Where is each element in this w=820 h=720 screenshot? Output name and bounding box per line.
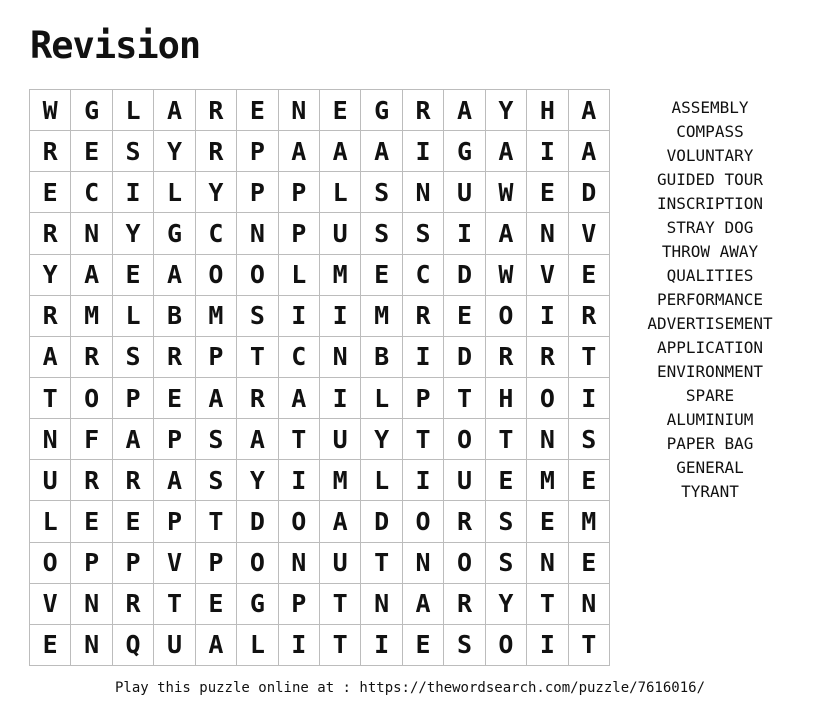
grid-cell[interactable]: I [444, 213, 485, 254]
grid-cell[interactable]: H [486, 378, 527, 419]
grid-cell[interactable]: S [196, 419, 237, 460]
grid-cell[interactable]: A [196, 625, 237, 666]
grid-cell[interactable]: E [569, 543, 610, 584]
grid-cell[interactable]: N [361, 584, 402, 625]
grid-cell[interactable]: I [361, 625, 402, 666]
grid-cell[interactable]: R [113, 584, 154, 625]
grid-cell[interactable]: N [403, 543, 444, 584]
grid-cell[interactable]: L [113, 90, 154, 131]
grid-cell[interactable]: E [71, 501, 112, 542]
grid-cell[interactable]: U [320, 213, 361, 254]
grid-cell[interactable]: D [569, 172, 610, 213]
grid-cell[interactable]: R [71, 460, 112, 501]
grid-cell[interactable]: L [237, 625, 278, 666]
grid-cell[interactable]: N [279, 543, 320, 584]
grid-cell[interactable]: M [527, 460, 568, 501]
grid-cell[interactable]: T [444, 378, 485, 419]
grid-cell[interactable]: A [154, 255, 195, 296]
grid-cell[interactable]: B [361, 337, 402, 378]
grid-cell[interactable]: O [237, 255, 278, 296]
grid-cell[interactable]: O [444, 419, 485, 460]
grid-cell[interactable]: U [30, 460, 71, 501]
grid-cell[interactable]: G [361, 90, 402, 131]
grid-cell[interactable]: R [486, 337, 527, 378]
word-list-item: ENVIRONMENT [657, 362, 763, 381]
word-list-item: GENERAL [676, 458, 744, 477]
grid-cell[interactable]: E [30, 172, 71, 213]
grid-cell[interactable]: H [527, 90, 568, 131]
grid-cell[interactable]: E [113, 501, 154, 542]
grid-cell[interactable]: G [154, 213, 195, 254]
grid-cell[interactable]: M [71, 296, 112, 337]
grid-cell[interactable]: L [279, 255, 320, 296]
grid-cell[interactable]: E [569, 460, 610, 501]
grid-cell[interactable]: O [279, 501, 320, 542]
word-list-item: VOLUNTARY [666, 146, 754, 165]
grid-cell[interactable]: R [30, 296, 71, 337]
grid-cell[interactable]: C [71, 172, 112, 213]
grid-cell[interactable]: R [527, 337, 568, 378]
grid-cell[interactable]: T [403, 419, 444, 460]
grid-cell[interactable]: S [113, 131, 154, 172]
grid-cell[interactable]: C [403, 255, 444, 296]
grid-cell[interactable]: O [403, 501, 444, 542]
grid-cell[interactable]: A [196, 378, 237, 419]
grid-cell[interactable]: Q [113, 625, 154, 666]
grid-cell[interactable]: W [486, 172, 527, 213]
word-list-item: THROW AWAY [661, 242, 759, 261]
grid-cell[interactable]: L [154, 172, 195, 213]
grid-cell[interactable]: T [320, 584, 361, 625]
grid-cell[interactable]: Y [237, 460, 278, 501]
grid-cell[interactable]: O [71, 378, 112, 419]
grid-cell[interactable]: A [569, 90, 610, 131]
grid-cell[interactable]: O [486, 625, 527, 666]
grid-cell[interactable]: M [569, 501, 610, 542]
page-title: Revision [30, 24, 201, 67]
grid-cell[interactable]: S [113, 337, 154, 378]
word-list-item: TYRANT [681, 482, 739, 501]
grid-cell[interactable]: N [527, 213, 568, 254]
grid-cell[interactable]: L [320, 172, 361, 213]
grid-cell[interactable]: S [361, 213, 402, 254]
grid-cell[interactable]: A [237, 419, 278, 460]
grid-cell[interactable]: R [569, 296, 610, 337]
grid-cell[interactable]: P [196, 543, 237, 584]
grid-cell[interactable]: R [403, 296, 444, 337]
word-list-item: GUIDED TOUR [657, 170, 763, 189]
grid-cell[interactable]: E [30, 625, 71, 666]
grid-cell[interactable]: A [403, 584, 444, 625]
grid-cell[interactable]: O [30, 543, 71, 584]
word-list-item: ALUMINIUM [666, 410, 754, 429]
grid-cell[interactable]: A [113, 419, 154, 460]
grid-cell[interactable]: E [320, 90, 361, 131]
grid-cell[interactable]: V [154, 543, 195, 584]
grid-cell[interactable]: I [279, 625, 320, 666]
grid-cell[interactable]: R [30, 213, 71, 254]
grid-cell[interactable]: T [154, 584, 195, 625]
grid-cell[interactable]: I [403, 460, 444, 501]
grid-cell[interactable]: P [113, 378, 154, 419]
grid-cell[interactable]: N [279, 90, 320, 131]
grid-cell[interactable]: N [237, 213, 278, 254]
grid-cell[interactable]: Y [486, 90, 527, 131]
grid-cell[interactable]: A [486, 213, 527, 254]
grid-cell[interactable]: G [444, 131, 485, 172]
grid-cell[interactable]: S [361, 172, 402, 213]
grid-cell[interactable]: E [569, 255, 610, 296]
grid-cell[interactable]: F [71, 419, 112, 460]
grid-cell[interactable]: O [527, 378, 568, 419]
grid-cell[interactable]: M [320, 255, 361, 296]
grid-cell[interactable]: I [403, 131, 444, 172]
grid-cell[interactable]: A [154, 460, 195, 501]
grid-cell[interactable]: G [237, 584, 278, 625]
grid-cell[interactable]: I [527, 625, 568, 666]
word-list [630, 96, 790, 504]
grid-cell[interactable]: A [71, 255, 112, 296]
grid-cell[interactable]: A [361, 131, 402, 172]
grid-cell[interactable]: G [71, 90, 112, 131]
grid-cell[interactable]: Y [361, 419, 402, 460]
word-list-item: ASSEMBLY [671, 98, 749, 117]
grid-cell[interactable]: E [196, 584, 237, 625]
grid-cell[interactable]: L [113, 296, 154, 337]
grid-cell[interactable]: E [527, 172, 568, 213]
word-list-item: PERFORMANCE [657, 290, 763, 309]
grid-cell[interactable]: L [30, 501, 71, 542]
grid-cell[interactable]: O [196, 255, 237, 296]
grid-cell[interactable]: T [361, 543, 402, 584]
grid-cell[interactable]: T [196, 501, 237, 542]
grid-cell[interactable]: I [279, 460, 320, 501]
grid-cell[interactable]: N [71, 213, 112, 254]
grid-cell[interactable]: S [403, 213, 444, 254]
grid-cell[interactable]: A [486, 131, 527, 172]
grid-cell[interactable]: I [113, 172, 154, 213]
grid-cell[interactable]: P [71, 543, 112, 584]
grid-cell[interactable]: D [444, 255, 485, 296]
grid-cell[interactable]: T [569, 625, 610, 666]
word-list-item: APPLICATION [657, 338, 763, 357]
grid-cell[interactable]: U [320, 543, 361, 584]
grid-cell[interactable]: E [71, 131, 112, 172]
grid-cell[interactable]: V [569, 213, 610, 254]
grid-cell[interactable]: T [320, 625, 361, 666]
grid-cell[interactable]: A [444, 90, 485, 131]
grid-cell[interactable]: I [320, 378, 361, 419]
grid-cell[interactable]: O [237, 543, 278, 584]
grid-cell[interactable]: L [361, 460, 402, 501]
grid-cell[interactable]: Y [30, 255, 71, 296]
grid-cell[interactable]: P [154, 419, 195, 460]
grid-cell[interactable]: A [320, 131, 361, 172]
grid-cell[interactable]: U [320, 419, 361, 460]
grid-cell[interactable]: R [154, 337, 195, 378]
grid-cell[interactable]: Y [113, 213, 154, 254]
grid-cell[interactable]: E [403, 625, 444, 666]
grid-cell[interactable]: S [486, 543, 527, 584]
grid-cell[interactable]: S [569, 419, 610, 460]
grid-cell[interactable]: T [279, 419, 320, 460]
grid-cell[interactable]: I [403, 337, 444, 378]
grid-cell[interactable]: U [154, 625, 195, 666]
grid-cell[interactable]: I [527, 296, 568, 337]
grid-cell[interactable]: S [444, 625, 485, 666]
grid-cell[interactable]: Y [196, 172, 237, 213]
grid-cell[interactable]: D [444, 337, 485, 378]
grid-cell[interactable]: E [527, 501, 568, 542]
grid-cell[interactable]: P [403, 378, 444, 419]
grid-cell[interactable]: P [196, 337, 237, 378]
grid-cell[interactable]: T [527, 584, 568, 625]
grid-cell[interactable]: Y [154, 131, 195, 172]
grid-cell[interactable]: A [279, 378, 320, 419]
grid-cell[interactable]: S [237, 296, 278, 337]
grid-cell[interactable]: O [486, 296, 527, 337]
grid-cell[interactable]: P [154, 501, 195, 542]
grid-cell[interactable]: R [444, 501, 485, 542]
word-list-item: ADVERTISEMENT [647, 314, 773, 333]
grid-cell[interactable]: E [113, 255, 154, 296]
word-list-item: COMPASS [676, 122, 744, 141]
grid-cell[interactable]: T [569, 337, 610, 378]
grid-cell[interactable]: R [403, 90, 444, 131]
grid-cell[interactable]: V [527, 255, 568, 296]
grid-cell[interactable]: E [444, 296, 485, 337]
grid-cell[interactable]: W [30, 90, 71, 131]
grid-cell[interactable]: N [30, 419, 71, 460]
grid-cell[interactable]: P [279, 213, 320, 254]
grid-cell[interactable]: M [196, 296, 237, 337]
grid-cell[interactable]: E [361, 255, 402, 296]
grid-cell[interactable]: U [444, 172, 485, 213]
word-list-item: STRAY DOG [666, 218, 754, 237]
grid-cell[interactable]: N [403, 172, 444, 213]
word-list-item: PAPER BAG [666, 434, 754, 453]
grid-cell[interactable]: E [486, 460, 527, 501]
grid-cell[interactable]: B [154, 296, 195, 337]
grid-cell[interactable]: P [279, 584, 320, 625]
grid-cell[interactable]: E [154, 378, 195, 419]
grid-cell[interactable]: R [71, 337, 112, 378]
grid-cell[interactable]: R [113, 460, 154, 501]
grid-cell[interactable]: N [569, 584, 610, 625]
grid-cell[interactable]: O [444, 543, 485, 584]
word-list-item: QUALITIES [666, 266, 754, 285]
footer-text: Play this puzzle online at : https://thewordsearch.com/puzzle/7616016/ [114, 680, 705, 696]
grid-cell[interactable]: S [486, 501, 527, 542]
grid-cell[interactable]: C [196, 213, 237, 254]
grid-cell[interactable]: E [237, 90, 278, 131]
grid-cell[interactable]: A [320, 501, 361, 542]
grid-cell[interactable]: A [279, 131, 320, 172]
grid-cell[interactable]: R [196, 90, 237, 131]
grid-cell[interactable]: M [320, 460, 361, 501]
grid-cell[interactable]: P [237, 172, 278, 213]
grid-cell[interactable]: R [196, 131, 237, 172]
grid-cell[interactable]: I [279, 296, 320, 337]
grid-cell[interactable]: W [486, 255, 527, 296]
grid-cell[interactable]: A [154, 90, 195, 131]
grid-cell[interactable]: M [361, 296, 402, 337]
grid-cell[interactable]: D [237, 501, 278, 542]
grid-cell[interactable]: R [30, 131, 71, 172]
word-list-item: INSCRIPTION [657, 194, 763, 213]
grid-cell[interactable]: P [279, 172, 320, 213]
grid-cell[interactable]: Y [486, 584, 527, 625]
grid-cell[interactable]: T [486, 419, 527, 460]
grid-cell[interactable]: R [237, 378, 278, 419]
grid-cell[interactable]: N [71, 584, 112, 625]
grid-cell[interactable]: U [444, 460, 485, 501]
grid-cell[interactable]: S [196, 460, 237, 501]
grid-cell[interactable]: T [30, 378, 71, 419]
word-list-item: SPARE [685, 386, 735, 405]
grid-cell[interactable]: N [527, 543, 568, 584]
grid-cell[interactable]: P [237, 131, 278, 172]
grid-cell[interactable]: N [71, 625, 112, 666]
grid-cell[interactable]: L [361, 378, 402, 419]
grid-cell[interactable]: V [30, 584, 71, 625]
grid-cell[interactable]: R [444, 584, 485, 625]
grid-cell[interactable]: C [279, 337, 320, 378]
grid-cell[interactable]: I [527, 131, 568, 172]
grid-cell[interactable]: I [320, 296, 361, 337]
grid-cell[interactable]: I [569, 378, 610, 419]
grid-cell[interactable]: N [527, 419, 568, 460]
grid-cell[interactable]: T [237, 337, 278, 378]
grid-cell[interactable]: P [113, 543, 154, 584]
puzzle-grid [29, 89, 610, 666]
grid-cell[interactable]: A [30, 337, 71, 378]
grid-cell[interactable]: D [361, 501, 402, 542]
grid-cell[interactable]: A [569, 131, 610, 172]
grid-cell[interactable]: N [320, 337, 361, 378]
